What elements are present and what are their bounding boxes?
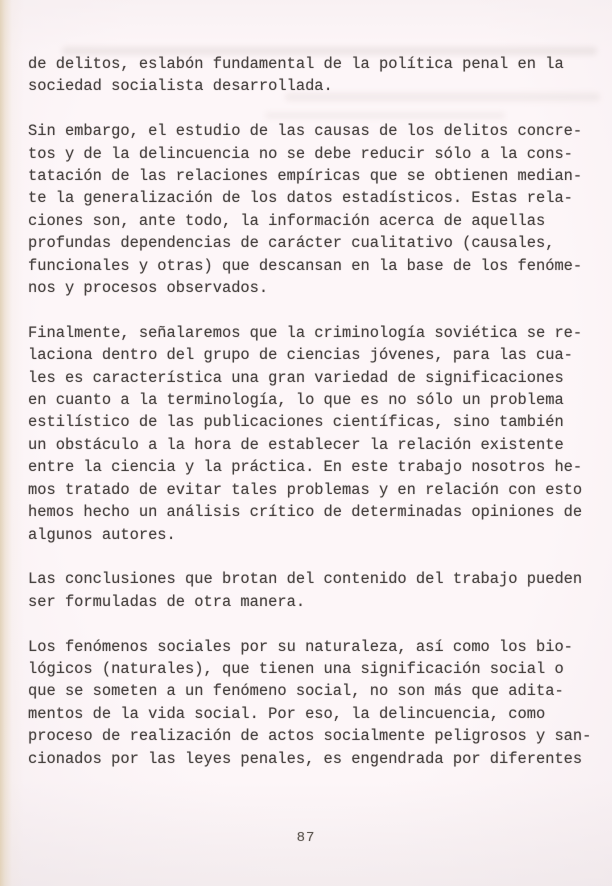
text-line: Sin embargo, el estudio de las causas de los delitos concre- bbox=[28, 122, 583, 141]
page-number: 87 bbox=[296, 830, 316, 846]
text-line: lógicos (naturales), que tienen una significación social o bbox=[28, 659, 564, 678]
text-line: nos y procesos observados. bbox=[28, 279, 269, 298]
text-line: estilístico de las publicaciones científicas, sino también bbox=[28, 413, 564, 432]
text-line: ser formuladas de otra manera. bbox=[28, 592, 306, 611]
paragraph bbox=[28, 53, 598, 98]
text-line: cionados por las leyes penales, es engendrada por diferentes bbox=[28, 749, 583, 768]
text-line: algunos autores. bbox=[28, 525, 176, 544]
text-line: de delitos, eslabón fundamental de la política penal en la bbox=[28, 55, 564, 73]
text-line: tos y de la delincuencia no se debe reducir sólo a la cons- bbox=[28, 144, 573, 163]
text-line: un obstáculo a la hora de establecer la relación existente bbox=[28, 435, 564, 454]
text-line: sociedad socialista desarrollada. bbox=[28, 77, 333, 96]
paragraph bbox=[28, 120, 598, 299]
text-line: entre la ciencia y la práctica. En este trabajo nosotros he- bbox=[28, 458, 583, 477]
paragraph bbox=[28, 322, 598, 546]
text-line: proceso de realización de actos socialmente peligrosos y san- bbox=[28, 727, 592, 746]
text-line: laciona dentro del grupo de ciencias jóvenes, para las cua- bbox=[28, 346, 573, 365]
text-line: profundas dependencias de carácter cualitativo (causales, bbox=[28, 234, 555, 253]
text-line: les es característica una gran variedad de significaciones bbox=[28, 368, 564, 387]
text-line: te la generalización de los datos estadísticos. Estas rela- bbox=[28, 189, 573, 208]
text-line: funcionales y otras) que descansan en la base de los fenóme- bbox=[28, 256, 583, 275]
text-line: mentos de la vida social. Por eso, la delincuencia, como bbox=[28, 704, 546, 723]
text-line: mos tratado de evitar tales problemas y en relación con esto bbox=[28, 480, 583, 499]
text-line: Los fenómenos sociales por su naturaleza, así como los bio- bbox=[28, 637, 573, 656]
text-line: tatación de las relaciones empíricas que se obtienen median- bbox=[28, 167, 583, 186]
text-line: ciones son, ante todo, la información acerca de aquellas bbox=[28, 211, 546, 230]
paragraph bbox=[28, 568, 598, 613]
paragraph bbox=[28, 636, 598, 770]
text-body bbox=[28, 53, 598, 792]
text-line: que se someten a un fenómeno social, no son más que adita- bbox=[28, 682, 564, 701]
text-line: Las conclusiones que brotan del contenido del trabajo pueden bbox=[28, 570, 583, 589]
text-line: en cuanto a la terminología, lo que es no sólo un problema bbox=[28, 391, 564, 410]
text-line: Finalmente, señalaremos que la criminología soviética se re- bbox=[28, 323, 583, 342]
text-line: hemos hecho un análisis crítico de determinadas opiniones de bbox=[28, 503, 583, 522]
